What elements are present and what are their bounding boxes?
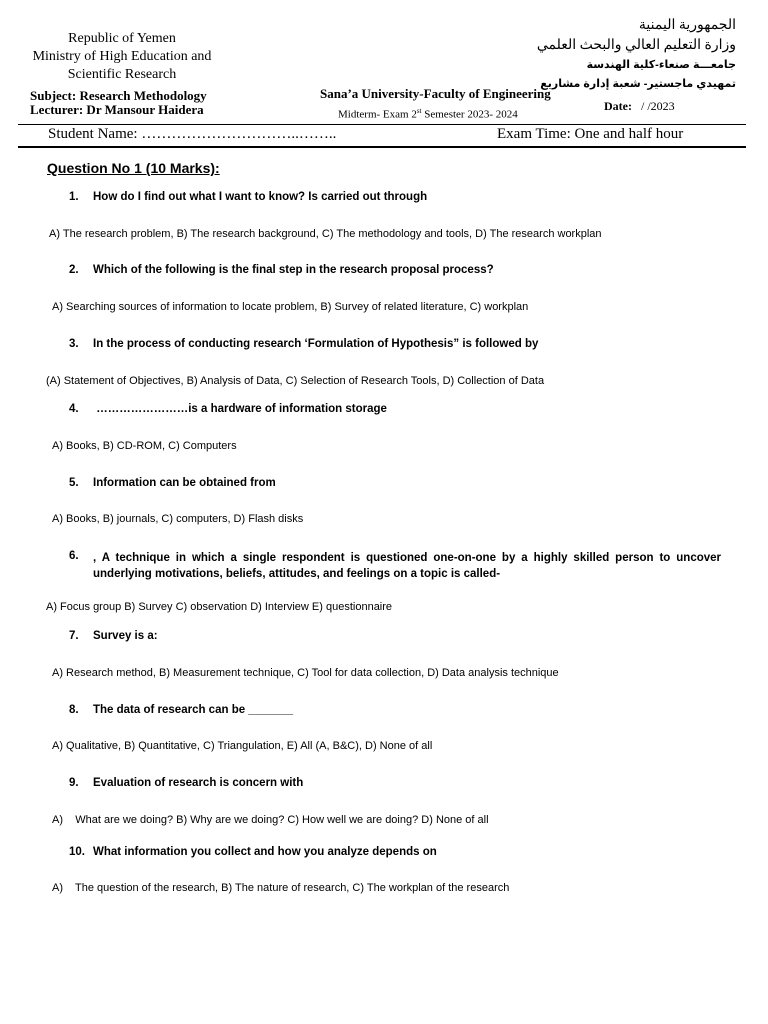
- institution-line: Republic of Yemen: [68, 31, 176, 46]
- header-rule-top: [18, 124, 746, 125]
- arabic-country: الجمهورية اليمنية: [638, 18, 736, 33]
- date-label: Date:: [604, 99, 632, 113]
- answer-options: A) Focus group B) Survey C) observation D) Interview E) questionnaire: [46, 601, 393, 613]
- question-item: 10. What information you collect and how you analyze depends on: [69, 846, 437, 858]
- answer-options: (A) Statement of Objectives, B) Analysis of Data, C) Selection of Research Tools, D) Collection of Data: [46, 375, 545, 387]
- date-value: / /2023: [640, 99, 675, 113]
- lecturer-label: Lecturer: Dr Mansour Haidera: [30, 102, 204, 117]
- subject-label: Subject: Research Methodology: [30, 88, 207, 103]
- question-item: 1. How do I find out what I want to know? Is carried out through: [69, 191, 428, 203]
- answer-options: A) Qualitative, B) Quantitative, C) Triangulation, E) All (A, B&C), D) None of all: [52, 740, 433, 752]
- exam-time-label: Exam Time: One and half hour: [497, 126, 684, 142]
- question-heading: Question No 1 (10 Marks):: [47, 160, 220, 176]
- institution-block: [22, 30, 222, 84]
- question-item: 7. Survey is a:: [69, 630, 158, 642]
- date-field: [604, 99, 675, 114]
- question-item: 4. ……………………is a hardware of information storage: [69, 403, 387, 415]
- question-item: 2. Which of the following is the final step in the research proposal process?: [69, 264, 494, 276]
- arabic-ministry: وزارة التعليم العالي والبحث العلمي: [536, 38, 736, 53]
- arabic-university: جامعـــة صنعاء-كلية الهندسة: [586, 59, 736, 71]
- question-item: 9. Evaluation of research is concern with: [69, 777, 304, 789]
- institution-line: Ministry of High Education and: [32, 49, 212, 64]
- exam-subtitle: Midterm- Exam 2st Semester 2023- 2024: [338, 107, 518, 121]
- university-title: Sana’a University-Faculty of Engineering: [320, 86, 551, 101]
- question-item: 3. In the process of conducting research ‘Formulation of Hypothesis” is followed by: [69, 338, 539, 350]
- answer-options: A) Books, B) CD-ROM, C) Computers: [52, 440, 237, 452]
- answer-options: A) Research method, B) Measurement technique, C) Tool for data collection, D) Data analysis technique: [52, 667, 559, 679]
- answer-options: A) Searching sources of information to locate problem, B) Survey of related literature, C) workplan: [52, 301, 529, 313]
- student-name-field: Student Name: …………………………..……..: [48, 126, 337, 142]
- answer-options: A) The research problem, B) The research background, C) The methodology and tools, D) The research workplan: [49, 228, 602, 240]
- answer-options: A) Books, B) journals, C) computers, D) Flash disks: [52, 513, 304, 525]
- arabic-program: تمهيدي ماجستير- شعبة إدارة مشاريع: [540, 78, 736, 90]
- question-item: 8. The data of research can be _______: [69, 704, 294, 716]
- header-rule-bottom: [18, 146, 746, 148]
- answer-options: A) The question of the research, B) The nature of research, C) The workplan of the research: [52, 882, 510, 894]
- question-item: 5. Information can be obtained from: [69, 477, 276, 489]
- answer-options: A) What are we doing? B) Why are we doing? C) How well we are doing? D) None of all: [52, 814, 489, 826]
- institution-line: Scientific Research: [67, 67, 177, 82]
- question-item: 6. , A technique in which a single respondent is questioned one-on-one by a highly skilled person to uncover underlying motivations, beliefs, attitudes, and feelings on a topic is called-: [69, 550, 721, 580]
